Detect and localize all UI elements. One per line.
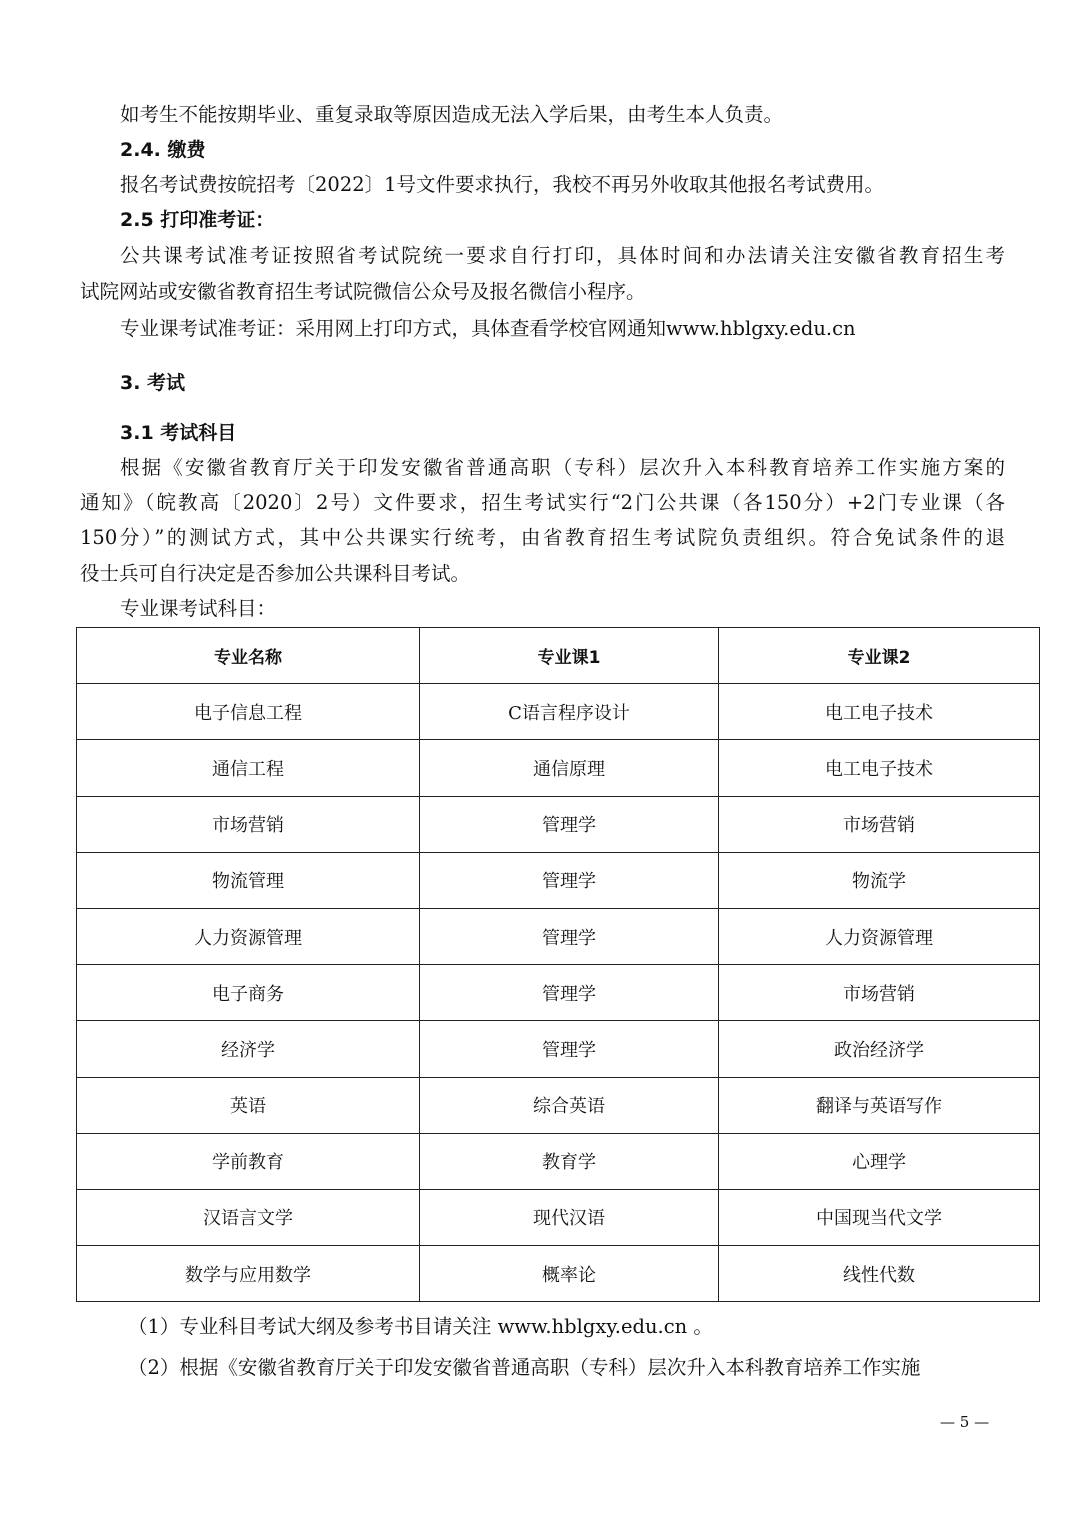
cell-course-2: 翻译与英语写作 bbox=[719, 1077, 1040, 1133]
paragraph-graduation-note: 如考生不能按期毕业、重复录取等原因造成无法入学后果，由考生本人负责。 bbox=[120, 103, 784, 126]
table-row bbox=[77, 908, 1040, 964]
header-major-name: 专业名称 bbox=[77, 628, 420, 684]
cell-course-1: 教育学 bbox=[420, 1133, 719, 1189]
paragraph-public-ticket-line1: 公共课考试准考证按照省考试院统一要求自行打印，具体时间和办法请关注安徽省教育招生考 bbox=[120, 244, 1005, 267]
heading-2-5-admission-ticket: 2.5 打印准考证： bbox=[120, 209, 275, 231]
subjects-table bbox=[76, 627, 1040, 1302]
paragraph-exam-policy-line1: 根据《安徽省教育厅关于印发安徽省普通高职（专科）层次升入本科教育培养工作实施方案的 bbox=[120, 456, 1005, 479]
cell-major: 物流管理 bbox=[77, 852, 420, 908]
cell-major: 人力资源管理 bbox=[77, 908, 420, 964]
table-header-row bbox=[77, 628, 1040, 684]
paragraph-exam-policy-line3: 150分）”的测试方式，其中公共课实行统考，由省教育招生考试院负责组织。符合免试条件的退 bbox=[80, 526, 1005, 549]
note-syllabus: （1）专业科目考试大纲及参考书目请关注 www.hblgxy.edu.cn 。 bbox=[128, 1315, 713, 1338]
table-row bbox=[77, 1077, 1040, 1133]
cell-course-2: 市场营销 bbox=[719, 796, 1040, 852]
table-row bbox=[77, 740, 1040, 796]
table-row bbox=[77, 684, 1040, 740]
cell-course-1: 概率论 bbox=[420, 1246, 719, 1302]
cell-course-2: 心理学 bbox=[719, 1133, 1040, 1189]
table-row bbox=[77, 852, 1040, 908]
cell-course-1: 管理学 bbox=[420, 852, 719, 908]
cell-major: 英语 bbox=[77, 1077, 420, 1133]
cell-major: 通信工程 bbox=[77, 740, 420, 796]
cell-course-1: 通信原理 bbox=[420, 740, 719, 796]
cell-major: 市场营销 bbox=[77, 796, 420, 852]
table-row bbox=[77, 1189, 1040, 1245]
cell-course-1: 管理学 bbox=[420, 908, 719, 964]
table-row bbox=[77, 796, 1040, 852]
cell-course-1: 现代汉语 bbox=[420, 1189, 719, 1245]
note-policy: （2）根据《安徽省教育厅关于印发安徽省普通高职（专科）层次升入本科教育培养工作实施 bbox=[128, 1356, 921, 1379]
table-row bbox=[77, 965, 1040, 1021]
table-row bbox=[77, 1133, 1040, 1189]
table-row bbox=[77, 1246, 1040, 1302]
paragraph-major-ticket: 专业课考试准考证：采用网上打印方式，具体查看学校官网通知www.hblgxy.edu.cn bbox=[120, 317, 856, 340]
header-course-2: 专业课2 bbox=[719, 628, 1040, 684]
cell-major: 电子商务 bbox=[77, 965, 420, 1021]
table-row bbox=[77, 1021, 1040, 1077]
header-course-1: 专业课1 bbox=[420, 628, 719, 684]
cell-course-2: 中国现当代文学 bbox=[719, 1189, 1040, 1245]
cell-major: 数学与应用数学 bbox=[77, 1246, 420, 1302]
cell-major: 经济学 bbox=[77, 1021, 420, 1077]
heading-3-exam: 3. 考试 bbox=[120, 372, 186, 394]
cell-major: 电子信息工程 bbox=[77, 684, 420, 740]
paragraph-exam-policy-line2: 通知》（皖教高〔2020〕2号）文件要求，招生考试实行“2门公共课（各150分）+2门专业课（各 bbox=[80, 491, 1005, 514]
heading-2-4-payment: 2.4. 缴费 bbox=[120, 139, 206, 161]
paragraph-public-ticket-line2: 试院网站或安徽省教育招生考试院微信公众号及报名微信小程序。 bbox=[80, 280, 646, 303]
cell-course-1: 管理学 bbox=[420, 1021, 719, 1077]
cell-major: 汉语言文学 bbox=[77, 1189, 420, 1245]
cell-course-2: 物流学 bbox=[719, 852, 1040, 908]
cell-course-2: 人力资源管理 bbox=[719, 908, 1040, 964]
page-number: — 5 — bbox=[940, 1413, 990, 1431]
paragraph-fee: 报名考试费按皖招考〔2022〕1号文件要求执行，我校不再另外收取其他报名考试费用。 bbox=[120, 173, 885, 196]
cell-course-1: C语言程序设计 bbox=[420, 684, 719, 740]
cell-course-2: 市场营销 bbox=[719, 965, 1040, 1021]
cell-course-2: 政治经济学 bbox=[719, 1021, 1040, 1077]
cell-course-1: 管理学 bbox=[420, 796, 719, 852]
cell-course-2: 电工电子技术 bbox=[719, 684, 1040, 740]
paragraph-subjects-label: 专业课考试科目： bbox=[120, 597, 277, 620]
cell-course-2: 线性代数 bbox=[719, 1246, 1040, 1302]
cell-major: 学前教育 bbox=[77, 1133, 420, 1189]
cell-course-1: 综合英语 bbox=[420, 1077, 719, 1133]
heading-3-1-subjects: 3.1 考试科目 bbox=[120, 422, 237, 444]
paragraph-exam-policy-line4: 役士兵可自行决定是否参加公共课科目考试。 bbox=[80, 562, 471, 585]
cell-course-1: 管理学 bbox=[420, 965, 719, 1021]
cell-course-2: 电工电子技术 bbox=[719, 740, 1040, 796]
